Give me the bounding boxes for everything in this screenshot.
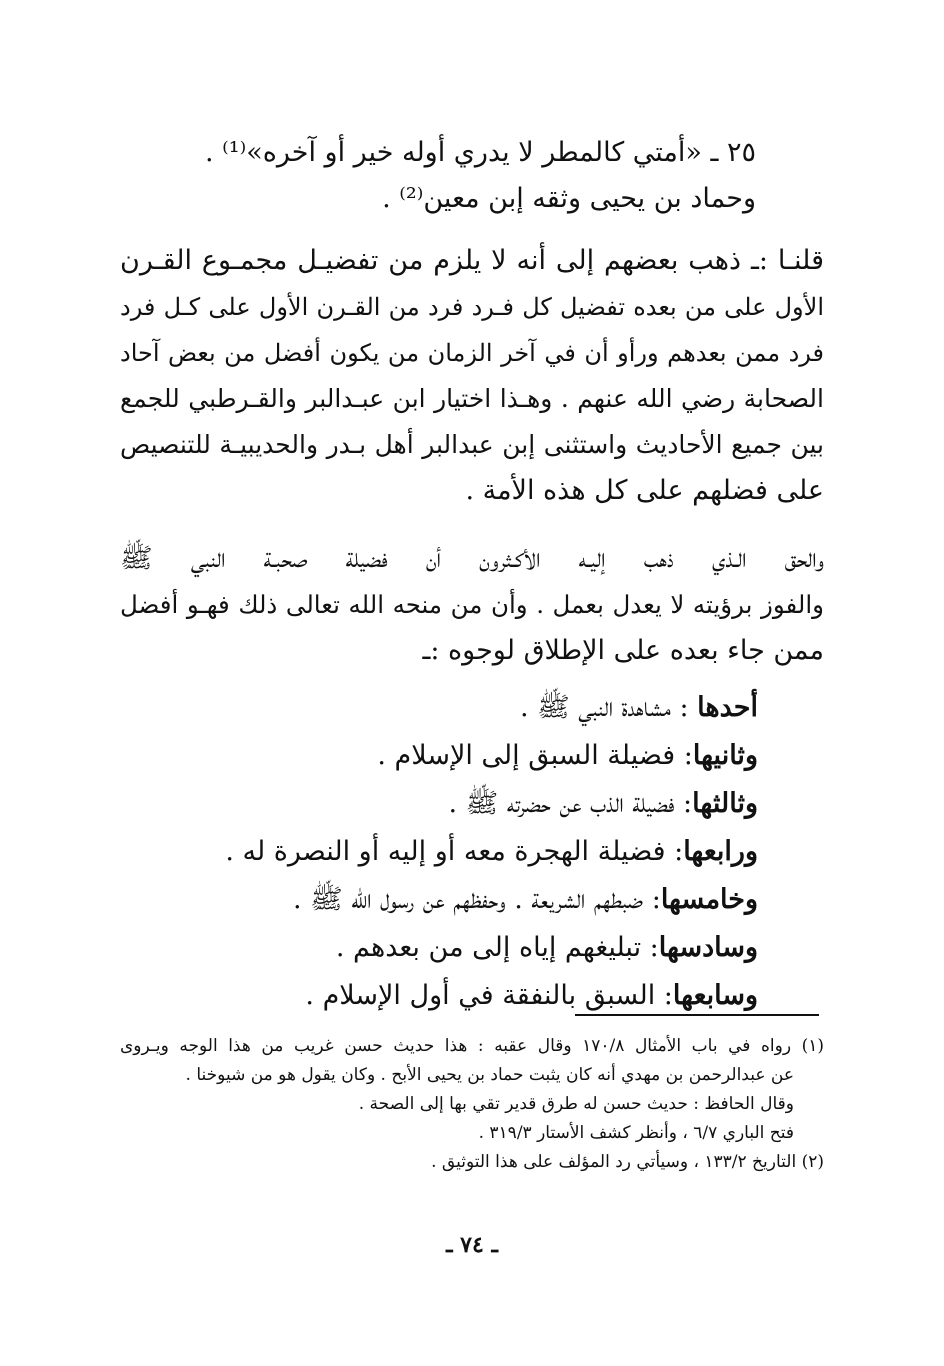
footnote-line: فتح الباري ٦/٧ ، وأنظر كشف الأستار ٣١٩/٣ . bbox=[478, 1123, 794, 1143]
paragraph-preference-opinion bbox=[120, 238, 824, 514]
paragraph-line: والحق الـذي ذهب إليـه الأكـثرون أن فضيلة صحبـة النبي ﷺ bbox=[120, 543, 824, 574]
reason-text: : تبليغهم إياه إلى من بعدهم . bbox=[335, 932, 659, 963]
reason-item bbox=[118, 972, 758, 1020]
footnote-line: وقال الحافظ : حديث حسن له طرق قدير تقي بها إلى الصحة . bbox=[358, 1094, 794, 1114]
reason-item bbox=[118, 732, 758, 780]
reason-text: : السبق بالنفقة في أول الإسلام . bbox=[305, 980, 673, 1011]
footnote-separator bbox=[575, 1014, 819, 1016]
reason-term: وخامسها bbox=[660, 884, 758, 915]
reason-term: وثانيها bbox=[692, 740, 758, 771]
paragraph-line: فرد ممن بعدهم ورأو أن في آخر الزمان من يكون أفضل من بعض آحاد bbox=[120, 339, 824, 367]
reason-text: : فضيلة السبق إلى الإسلام . bbox=[377, 740, 693, 771]
paragraph-line: بين جميع الأحاديث واستثنى إبن عبدالبر أهل بـدر والحديبيـة للتنصيص bbox=[120, 430, 824, 459]
paragraph-line: والفوز برؤيته لا يعدل بعمل . وأن من منحه الله تعالى ذلك فهـو أفضل bbox=[120, 590, 824, 619]
hadith-text: ٢٥ ـ «أمتي كالمطر لا يدري أوله خير أو آخره»⁽¹⁾ . bbox=[204, 137, 756, 168]
paragraph-line: قلنـا :ـ ذهب بعضهم إلى أنه لا يلزم من تفضيـل مجمـوع القـرن bbox=[120, 245, 824, 276]
reason-term: وثالثها bbox=[692, 788, 758, 819]
hadith-entry bbox=[116, 130, 756, 222]
footnote-line: (١) رواه في باب الأمثال ١٧٠/٨ وقال عقبه : هذا حديث حسن غريب من هذا الوجه ويـروى bbox=[120, 1036, 824, 1056]
reason-term: ورابعها bbox=[683, 836, 758, 867]
reasons-list bbox=[118, 684, 758, 1020]
reason-text: : فضيلة الهجرة معه أو إليه أو النصرة له . bbox=[225, 836, 684, 867]
reason-term: أحدها bbox=[697, 692, 758, 723]
paragraph-line: ممن جاء بعده على الإطلاق لوجوه :ـ bbox=[422, 635, 824, 666]
paragraph-line: على فضلهم على كل هذه الأمة . bbox=[465, 475, 824, 506]
reason-item bbox=[118, 924, 758, 972]
reason-item bbox=[118, 828, 758, 876]
page-number: ـ ٧٤ ـ bbox=[446, 1232, 498, 1258]
reason-text: : مشاهدة النبي ﷺ . bbox=[519, 692, 698, 723]
reason-term: وسابعها bbox=[672, 980, 758, 1011]
paragraph-majority-view bbox=[120, 536, 824, 674]
narrator-note: وحماد بن يحيى وثقه إبن معين⁽²⁾ . bbox=[382, 183, 756, 214]
reason-text: : فضيلة الذب عن حضرته ﷺ . bbox=[448, 788, 693, 819]
reason-item bbox=[118, 876, 758, 924]
reason-term: وسادسها bbox=[658, 932, 758, 963]
footnote-line: (٢) التاريخ ١٣٣/٢ ، وسيأتي رد المؤلف على هذا التوثيق . bbox=[431, 1152, 824, 1172]
reason-item bbox=[118, 684, 758, 732]
reason-text: : ضبطهم الشريعة . وحفظهم عن رسول الله ﷺ . bbox=[292, 884, 661, 915]
footnotes bbox=[120, 1032, 824, 1177]
reason-item bbox=[118, 780, 758, 828]
footnote-line: عن عبدالرحمن بن مهدي أنه كان يثبت حماد بن يحيى الأبح . وكان يقول هو من شيوخنا . bbox=[185, 1065, 794, 1085]
paragraph-line: الصحابة رضي الله عنهم . وهـذا اختيار ابن عبـدالبر والقـرطبي للجمع bbox=[120, 384, 824, 413]
paragraph-line: الأول على من بعده تفضيل كل فـرد فرد من القـرن الأول على كـل فرد bbox=[120, 293, 824, 321]
